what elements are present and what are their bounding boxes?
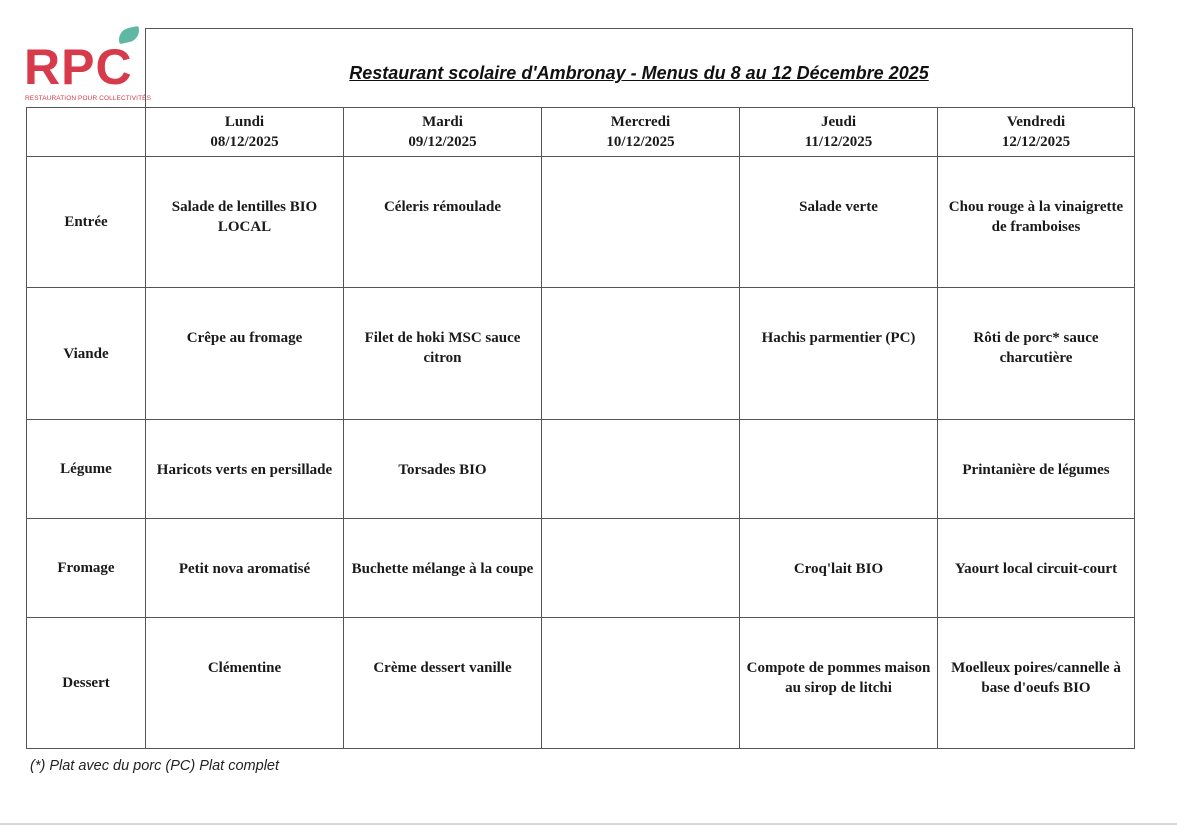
day-header [146, 108, 344, 157]
menu-cell: Yaourt local circuit-court [938, 518, 1135, 617]
menu-row-entree [27, 157, 1135, 288]
day-name: Vendredi [1006, 114, 1066, 130]
day-header [740, 108, 938, 157]
menu-cell: Petit nova aromatisé [146, 518, 344, 617]
day-name: Mardi [422, 114, 463, 130]
day-date: 10/12/2025 [606, 134, 675, 150]
row-label: Dessert [27, 617, 146, 748]
menu-cell: Haricots verts en persillade [146, 419, 344, 518]
menu-cell: Hachis parmentier (PC) [740, 288, 938, 419]
menu-cell: Salade de lentilles BIO LOCAL [146, 157, 344, 288]
day-name: Lundi [224, 114, 265, 130]
logo-mark: RPC [24, 39, 133, 95]
title-box [145, 28, 1133, 108]
menu-cell: Rôti de porc* sauce charcutière [938, 288, 1135, 419]
menu-cell: Clémentine [146, 617, 344, 748]
menu-cell: Croq'lait BIO [740, 518, 938, 617]
row-label: Légume [27, 419, 146, 518]
day-header [344, 108, 542, 157]
row-label: Viande [27, 288, 146, 419]
menu-cell: Crêpe au fromage [146, 288, 344, 419]
page-title: Restaurant scolaire d'Ambronay - Menus du 8 au 12 Décembre 2025 [349, 63, 929, 83]
menu-cell: Compote de pommes maison au sirop de litchi [740, 617, 938, 748]
logo-subtitle: RESTAURATION POUR COLLECTIVITÉS [25, 95, 152, 102]
day-date: 11/12/2025 [804, 134, 873, 150]
menu-cell: Printanière de légumes [938, 419, 1135, 518]
day-header [542, 108, 740, 157]
menu-cell: Moelleux poires/cannelle à base d'oeufs BIO [938, 617, 1135, 748]
footnote: (*) Plat avec du porc (PC) Plat complet [30, 758, 280, 774]
corner-cell [27, 108, 146, 157]
day-date: 12/12/2025 [1001, 134, 1071, 150]
row-label: Fromage [27, 518, 146, 617]
menu-row-fromage [27, 518, 1135, 617]
page-divider [0, 823, 1177, 825]
menu-cell [542, 617, 740, 748]
menu-cell: Filet de hoki MSC sauce citron [344, 288, 542, 419]
menu-cell: Buchette mélange à la coupe [344, 518, 542, 617]
day-header [938, 108, 1135, 157]
menu-cell [542, 419, 740, 518]
menu-cell: Torsades BIO [344, 419, 542, 518]
row-label: Entrée [27, 157, 146, 288]
day-date: 09/12/2025 [408, 134, 477, 150]
menu-cell: Crème dessert vanille [344, 617, 542, 748]
menu-row-viande [27, 288, 1135, 419]
menu-row-legume [27, 419, 1135, 518]
day-date: 08/12/2025 [210, 134, 279, 150]
menu-table [26, 107, 1135, 749]
menu-cell [542, 288, 740, 419]
menu-cell [542, 518, 740, 617]
day-name: Jeudi [820, 114, 856, 130]
menu-cell: Céleris rémoulade [344, 157, 542, 288]
menu-cell [740, 419, 938, 518]
menu-cell [542, 157, 740, 288]
header-row [27, 108, 1135, 157]
menu-cell: Chou rouge à la vinaigrette de framboises [938, 157, 1135, 288]
rpc-logo [22, 28, 152, 106]
menu-row-dessert [27, 617, 1135, 748]
menu-cell: Salade verte [740, 157, 938, 288]
day-name: Mercredi [610, 114, 671, 130]
